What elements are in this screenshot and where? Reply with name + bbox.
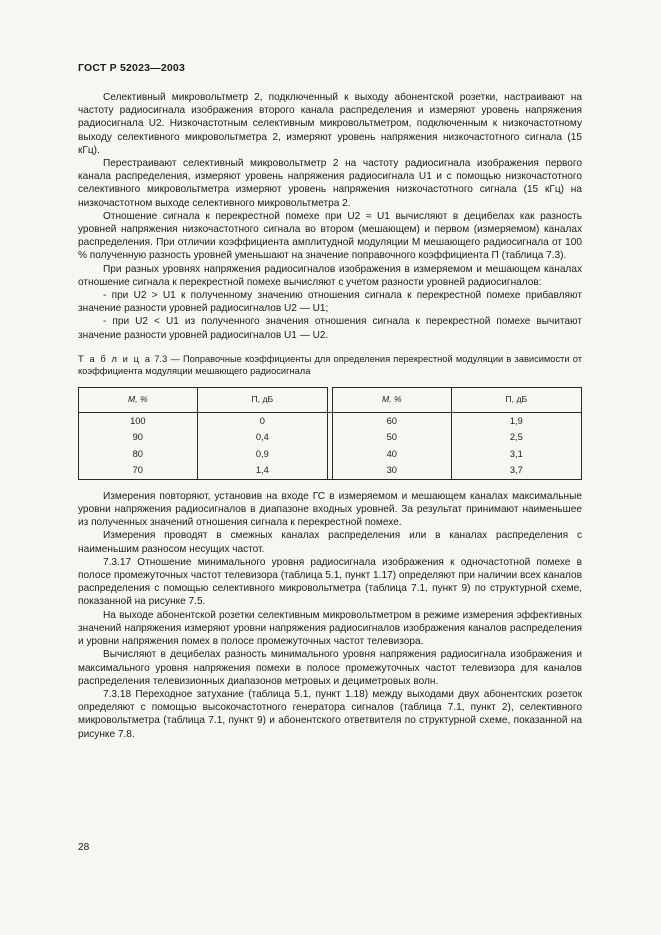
table-cell: 1,9 (451, 412, 581, 429)
header-m-left: М, % (79, 387, 198, 412)
table-cell: 100 (79, 412, 198, 429)
document-body (78, 91, 582, 741)
table-row (79, 446, 582, 463)
paragraph: - при U2 > U1 к полученному значению отношения сигнала к перекрестной помехе прибавляют значение разности уровней радиосигналов U2 — U1; (78, 290, 582, 315)
table-cell: 0,9 (197, 446, 327, 463)
table-cell: 90 (79, 429, 198, 446)
table-row (79, 462, 582, 479)
table-header-row (79, 387, 582, 412)
header-m-right: М, % (332, 387, 451, 412)
table-caption-text: 7.3 — Поправочные коэффициенты для определения перекрестной модуляции в зависимости от коэффициента модуляции мешающего радиосигнала (78, 353, 582, 377)
paragraph: Измерения повторяют, установив на входе ГС в измеряемом и мешающем каналах максимальные уровни напряжения радиосигналов в диапазоне входных уровней. За результат принимают наименьшее из полученных значений отношения сигнала к перекрестной помехе. (78, 490, 582, 529)
table-cell: 50 (332, 429, 451, 446)
table-cell: 40 (332, 446, 451, 463)
table-cell: 3,1 (451, 446, 581, 463)
document-header: ГОСТ Р 52023—2003 (78, 62, 186, 74)
table-row (79, 412, 582, 429)
paragraph: На выходе абонентской розетки селективным микровольтметром в режиме измерения эффективных значений напряжения измеряют уровни напряжения радиосигналов изображения каналов распределения и уровни напряжения помех в полосе промежуточных частот телевизора. (78, 609, 582, 648)
correction-table (78, 387, 582, 480)
paragraph: - при U2 < U1 из полученного значения отношения сигнала к перекрестной помехе вычитают значение разности уровней радиосигналов U1 — U2. (78, 316, 582, 341)
table-cell: 3,7 (451, 462, 581, 479)
paragraph: Перестраивают селективный микровольтметр 2 на частоту радиосигнала изображения первого канала распределения, измеряют уровень напряжения радиосигнала U1 и с помощью низкочастотного селективного микровольтметра измеряют уровень напряжения низкочастотного сигнала (15 кГц) на низкочастотном выходе селективного микровольтметра 2. (78, 158, 582, 209)
table-caption-label: Т а б л и ц а (78, 353, 152, 364)
paragraph: Селективный микровольтметр 2, подключенный к выходу абонентской розетки, настраивают на частоту радиосигнала изображения второго канала распределения и измеряют уровень напряжения радиосигнала U2. Низкочастотным селективным микровольтметром, подключенным к низкочастотному выходу селективного микровольтметра 2, измеряют уровень напряжения низкочастотного сигнала (15 кГц). (78, 92, 582, 156)
table-cell: 0,4 (197, 429, 327, 446)
table-cell: 30 (332, 462, 451, 479)
paragraph: Измерения проводят в смежных каналах распределения или в каналах распределения с наименьшим разносом несущих частот. (78, 530, 582, 555)
table-cell: 70 (79, 462, 198, 479)
paragraph: При разных уровнях напряжения радиосигналов изображения в измеряемом и мешающем каналах отношение сигнала к перекрестной помехе вычисляют с учетом разности уровней радиосигналов: (78, 263, 582, 288)
header-p-left: П, дБ (197, 387, 327, 412)
header-p-right: П, дБ (451, 387, 581, 412)
table-cell: 2,5 (451, 429, 581, 446)
paragraph: Вычисляют в децибелах разность минимального уровня напряжения радиосигнала изображения и максимального уровня напряжения помехи в полосе промежуточных частот телевизора для каналов распределения телевизионных диапазонов метровых и дециметровых волн. (78, 649, 582, 687)
table-cell: 60 (332, 412, 451, 429)
paragraph: Отношение сигнала к перекрестной помехе при U2 ≈ U1 вычисляют в децибелах как разность уровней напряжения низкочастотного сигнала во втором (мешающем) и первом (измеряемом) каналах распределения. При отличии коэффициента амплитудной модуляции М мешающего радиосигнала от 100 % полученную разность уровней уменьшают на значение поправочного коэффициента П (таблица 7.3). (78, 210, 582, 262)
paragraph: 7.3.17 Отношение минимального уровня радиосигнала изображения к одночастотной помехе в полосе промежуточных частот телевизора (таблица 5.1, пункт 1.17) определяют при наличии всех каналов распределения с помощью селективного микровольтметра (таблица 7.1, пункт 9) по структурной схеме, показанной на рисунке 7.5. (78, 556, 582, 608)
table-row (79, 429, 582, 446)
table-caption (78, 353, 582, 378)
table-cell: 0 (197, 412, 327, 429)
page-number: 28 (78, 842, 90, 853)
paragraph: 7.3.18 Переходное затухание (таблица 5.1, пункт 1.18) между выходами двух абонентских розеток определяют с помощью высокочастотного генератора сигналов (таблица 7.1, пункт 2), селективного микровольтметра (таблица 7.1, пункт 9) и абонентского ответвителя по структурной схеме, показанной на рисунке 7.8. (78, 688, 582, 740)
table-cell: 80 (79, 446, 198, 463)
table-cell: 1,4 (197, 462, 327, 479)
